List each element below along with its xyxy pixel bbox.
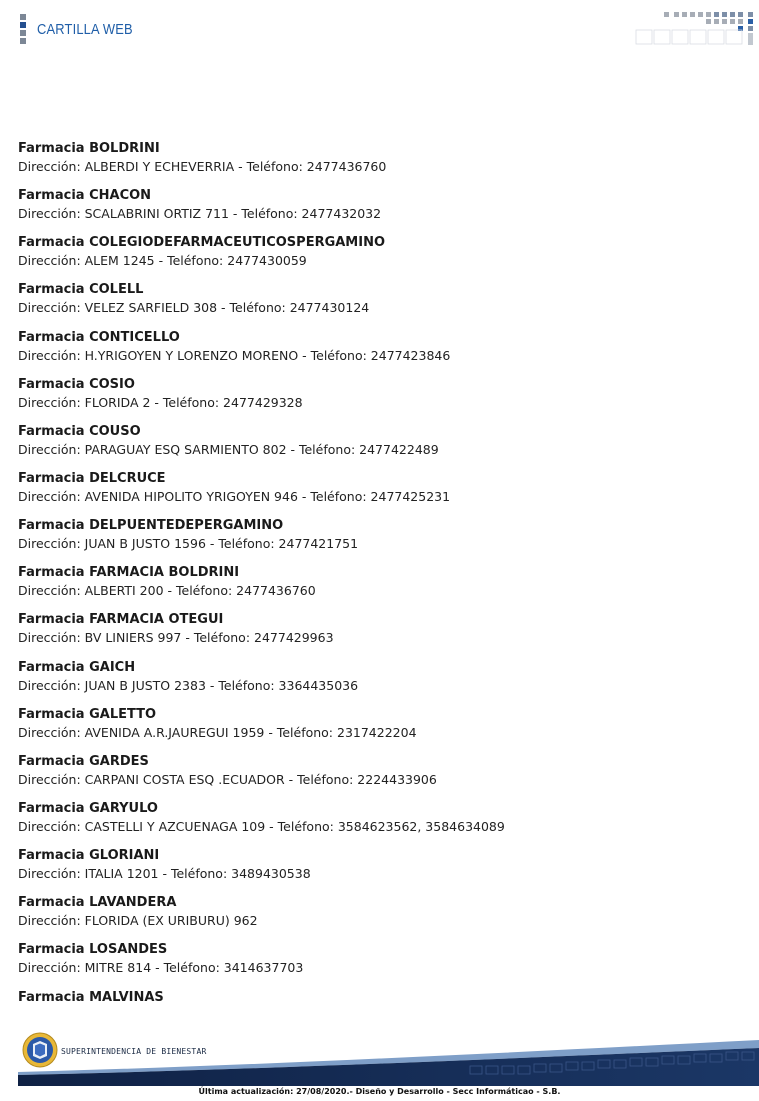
pharmacy-address-phone: Dirección: FLORIDA 2 - Teléfono: 2477429328 bbox=[18, 394, 303, 410]
pharmacy-address-phone: Dirección: PARAGUAY ESQ SARMIENTO 802 - Teléfono: 2477422489 bbox=[18, 441, 439, 457]
pharmacy-entry bbox=[18, 423, 738, 470]
logo-bar-icon bbox=[20, 14, 26, 46]
page-header bbox=[0, 0, 759, 60]
pharmacy-address-phone: Dirección: H.YRIGOYEN Y LORENZO MORENO - Teléfono: 2477423846 bbox=[18, 347, 451, 363]
pharmacy-entry bbox=[18, 800, 738, 847]
pharmacy-entry bbox=[18, 140, 738, 187]
pharmacy-entry bbox=[18, 564, 738, 611]
pharmacy-entry bbox=[18, 659, 738, 706]
pharmacy-name: Farmacia FARMACIA OTEGUI bbox=[18, 612, 224, 628]
pharmacy-address-phone: Dirección: ITALIA 1201 - Teléfono: 3489430538 bbox=[18, 866, 311, 882]
decorative-grid-icon bbox=[634, 10, 759, 48]
pharmacy-name: Farmacia DELCRUCE bbox=[18, 470, 166, 486]
pharmacy-entry bbox=[18, 847, 738, 894]
footer-wave-band bbox=[0, 1030, 759, 1090]
pharmacy-address-phone: Dirección: ALBERTI 200 - Teléfono: 2477436760 bbox=[18, 583, 316, 599]
pharmacy-entry bbox=[18, 376, 738, 423]
pharmacy-address-phone: Dirección: BV LINIERS 997 - Teléfono: 2477429963 bbox=[18, 630, 334, 646]
pharmacy-address-phone: Dirección: SCALABRINI ORTIZ 711 - Teléfono: 2477432032 bbox=[18, 206, 382, 222]
pharmacy-entry bbox=[18, 329, 738, 376]
pharmacy-entry bbox=[18, 281, 738, 328]
pharmacy-entry bbox=[18, 234, 738, 281]
pharmacy-entry bbox=[18, 941, 738, 988]
pharmacy-name: Farmacia GALETTO bbox=[18, 706, 157, 722]
pharmacy-entry bbox=[18, 611, 738, 658]
pharmacy-name: Farmacia COLELL bbox=[18, 282, 144, 298]
pharmacy-list bbox=[18, 140, 738, 1036]
pharmacy-address-phone: Dirección: VELEZ SARFIELD 308 - Teléfono: 2477430124 bbox=[18, 300, 370, 316]
pharmacy-name: Farmacia CHACON bbox=[18, 188, 152, 204]
pharmacy-name: Farmacia GARYULO bbox=[18, 800, 158, 816]
pharmacy-address-phone: Dirección: AVENIDA HIPOLITO YRIGOYEN 946 - Teléfono: 2477425231 bbox=[18, 488, 451, 504]
pharmacy-name: Farmacia LOSANDES bbox=[18, 942, 168, 958]
pharmacy-entry bbox=[18, 187, 738, 234]
pharmacy-entry bbox=[18, 894, 738, 941]
pharmacy-name: Farmacia BOLDRINI bbox=[18, 141, 160, 156]
pharmacy-name: Farmacia FARMACIA BOLDRINI bbox=[18, 565, 240, 581]
pharmacy-address-phone: Dirección: ALEM 1245 - Teléfono: 2477430059 bbox=[18, 253, 307, 269]
institution-seal-icon bbox=[22, 1032, 58, 1068]
app-title: CARTILLA WEB bbox=[37, 21, 133, 38]
pharmacy-entry bbox=[18, 753, 738, 800]
pharmacy-name: Farmacia COSIO bbox=[18, 376, 135, 392]
pharmacy-address-phone: Dirección: ALBERDI Y ECHEVERRIA - Teléfono: 2477436760 bbox=[18, 159, 387, 174]
pharmacy-entry bbox=[18, 989, 738, 1036]
pharmacy-name: Farmacia MALVINAS bbox=[18, 989, 164, 1005]
pharmacy-address-phone: Dirección: CASTELLI Y AZCUENAGA 109 - Teléfono: 3584623562, 3584634089 bbox=[18, 818, 505, 834]
pharmacy-name: Farmacia DELPUENTEDEPERGAMINO bbox=[18, 518, 284, 534]
organization-name: SUPERINTENDENCIA DE BIENESTAR bbox=[61, 1047, 207, 1056]
pharmacy-name: Farmacia LAVANDERA bbox=[18, 895, 177, 911]
pharmacy-entry bbox=[18, 470, 738, 517]
pharmacy-name: Farmacia GAICH bbox=[18, 659, 136, 675]
pharmacy-entry bbox=[18, 517, 738, 564]
pharmacy-name: Farmacia GARDES bbox=[18, 753, 149, 769]
pharmacy-name: Farmacia COUSO bbox=[18, 423, 141, 439]
pharmacy-address-phone: Dirección: CARPANI COSTA ESQ .ECUADOR - Teléfono: 2224433906 bbox=[18, 771, 437, 787]
pharmacy-name: Farmacia CONTICELLO bbox=[18, 329, 180, 345]
pharmacy-name: Farmacia GLORIANI bbox=[18, 848, 160, 864]
pharmacy-name: Farmacia COLEGIODEFARMACEUTICOSPERGAMINO bbox=[18, 235, 386, 251]
pharmacy-address-phone: Dirección: AVENIDA A.R.JAUREGUI 1959 - Teléfono: 2317422204 bbox=[18, 724, 417, 740]
pharmacy-address-phone: Dirección: FLORIDA (EX URIBURU) 962 bbox=[18, 913, 258, 929]
last-updated-note: Última actualización: 27/08/2020.- Diseño y Desarrollo - Secc Informáticao - S.B. bbox=[198, 1087, 561, 1096]
pharmacy-address-phone: Dirección: JUAN B JUSTO 1596 - Teléfono: 2477421751 bbox=[18, 536, 359, 552]
pharmacy-address-phone: Dirección: JUAN B JUSTO 2383 - Teléfono: 3364435036 bbox=[18, 677, 359, 693]
pharmacy-address-phone: Dirección: MITRE 814 - Teléfono: 3414637703 bbox=[18, 960, 304, 976]
pharmacy-entry bbox=[18, 706, 738, 753]
